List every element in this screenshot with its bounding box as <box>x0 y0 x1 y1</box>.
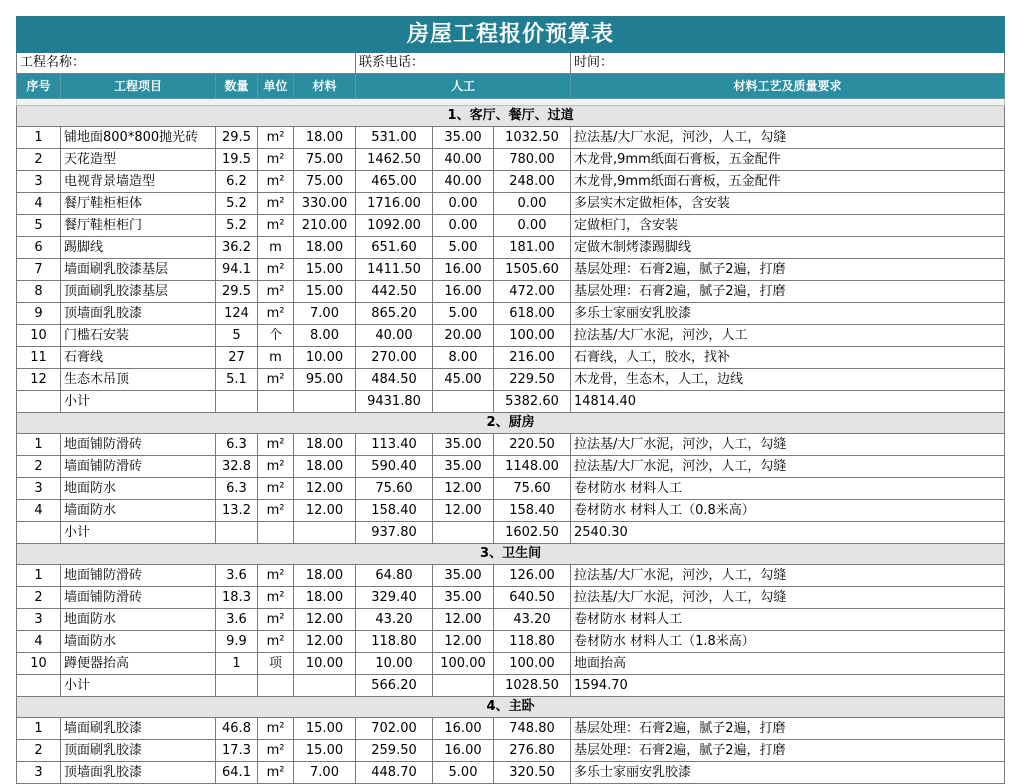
table-row <box>17 740 1005 762</box>
row-item-cell[interactable]: 生态木吊顶 <box>61 369 216 391</box>
row-unit-cell[interactable]: m² <box>258 193 294 215</box>
row-item-cell[interactable]: 地面防水 <box>61 478 216 500</box>
row-labor-price-cell[interactable]: 40.00 <box>433 149 494 171</box>
row-remark-cell[interactable]: 石膏线，人工，胶水，找补 <box>571 347 1005 369</box>
row-remark-cell[interactable]: 基层处理：石膏2遍，腻子2遍，打磨 <box>571 740 1005 762</box>
subtotal-qty-cell[interactable] <box>216 522 258 544</box>
row-remark-cell[interactable]: 拉法基/大厂水泥，河沙，人工，勾缝 <box>571 127 1005 149</box>
row-labor-cell[interactable]: 118.80 <box>494 631 571 653</box>
row-remark-cell[interactable]: 基层处理：石膏2遍，腻子2遍，打磨 <box>571 718 1005 740</box>
row-material-cell[interactable]: 329.40 <box>356 587 433 609</box>
row-material-cell[interactable]: 43.20 <box>356 609 433 631</box>
row-labor-cell[interactable]: 100.00 <box>494 653 571 675</box>
table-row <box>17 762 1005 784</box>
row-labor-cell[interactable]: 780.00 <box>494 149 571 171</box>
row-material-cell[interactable]: 1462.50 <box>356 149 433 171</box>
row-no-cell[interactable]: 5 <box>17 215 61 237</box>
table-row <box>17 325 1005 347</box>
row-qty-cell[interactable]: 3.6 <box>216 609 258 631</box>
row-labor-cell[interactable]: 229.50 <box>494 369 571 391</box>
row-material-cell[interactable]: 10.00 <box>356 653 433 675</box>
row-qty-cell[interactable]: 18.3 <box>216 587 258 609</box>
table-row <box>17 259 1005 281</box>
info-row <box>17 53 1005 74</box>
row-labor-price-cell[interactable]: 12.00 <box>433 478 494 500</box>
row-item-cell[interactable]: 顶墙面乳胶漆 <box>61 303 216 325</box>
row-item-cell[interactable]: 天花造型 <box>61 149 216 171</box>
row-remark-cell[interactable]: 木龙骨,9mm纸面石膏板，五金配件 <box>571 149 1005 171</box>
row-no-cell[interactable]: 6 <box>17 237 61 259</box>
row-unit-cell[interactable]: 个 <box>258 325 294 347</box>
row-remark-cell[interactable]: 定做木制烤漆踢脚线 <box>571 237 1005 259</box>
row-qty-cell[interactable]: 64.1 <box>216 762 258 784</box>
row-labor-cell[interactable]: 640.50 <box>494 587 571 609</box>
row-no-cell[interactable]: 3 <box>17 478 61 500</box>
row-unit-cell[interactable]: 项 <box>258 653 294 675</box>
row-price-cell[interactable]: 15.00 <box>294 718 356 740</box>
header-qty: 数量 <box>216 74 258 99</box>
subtotal-price-cell[interactable] <box>294 522 356 544</box>
row-unit-cell[interactable]: m² <box>258 369 294 391</box>
row-labor-cell[interactable]: 472.00 <box>494 281 571 303</box>
row-unit-cell[interactable]: m² <box>258 171 294 193</box>
row-remark-cell[interactable]: 卷材防水 材料人工 <box>571 609 1005 631</box>
row-price-cell[interactable]: 95.00 <box>294 369 356 391</box>
row-material-cell[interactable]: 259.50 <box>356 740 433 762</box>
row-qty-cell[interactable]: 6.3 <box>216 434 258 456</box>
budget-sheet <box>16 16 1004 784</box>
row-unit-cell[interactable]: m² <box>258 281 294 303</box>
row-price-cell[interactable]: 7.00 <box>294 762 356 784</box>
gap-row <box>17 99 1005 106</box>
row-material-cell[interactable]: 118.80 <box>356 631 433 653</box>
row-remark-cell[interactable]: 拉法基/大厂水泥，河沙，人工，勾缝 <box>571 434 1005 456</box>
row-qty-cell[interactable]: 29.5 <box>216 281 258 303</box>
row-unit-cell[interactable]: m² <box>258 565 294 587</box>
row-price-cell[interactable]: 12.00 <box>294 631 356 653</box>
subtotal-labor-cell[interactable]: 1602.50 <box>494 522 571 544</box>
table-row <box>17 281 1005 303</box>
row-price-cell[interactable]: 12.00 <box>294 609 356 631</box>
row-labor-price-cell[interactable]: 45.00 <box>433 369 494 391</box>
section-title: 3、卫生间 <box>17 544 1005 565</box>
subtotal-labor-cell[interactable]: 1028.50 <box>494 675 571 697</box>
table-row <box>17 347 1005 369</box>
subtotal-total-cell[interactable]: 2540.30 <box>571 522 1005 544</box>
subtotal-labor-cell[interactable]: 5382.60 <box>494 391 571 413</box>
row-material-cell[interactable]: 484.50 <box>356 369 433 391</box>
row-labor-cell[interactable]: 618.00 <box>494 303 571 325</box>
row-qty-cell[interactable]: 3.6 <box>216 565 258 587</box>
row-labor-price-cell[interactable]: 12.00 <box>433 609 494 631</box>
table-row <box>17 653 1005 675</box>
row-remark-cell[interactable]: 基层处理：石膏2遍，腻子2遍，打磨 <box>571 281 1005 303</box>
row-remark-cell[interactable]: 多乐士家丽安乳胶漆 <box>571 303 1005 325</box>
section-title: 2、厨房 <box>17 413 1005 434</box>
subtotal-labor-price-cell[interactable] <box>433 522 494 544</box>
row-qty-cell[interactable]: 27 <box>216 347 258 369</box>
subtotal-price-cell[interactable] <box>294 675 356 697</box>
row-qty-cell[interactable]: 46.8 <box>216 718 258 740</box>
row-material-cell[interactable]: 64.80 <box>356 565 433 587</box>
row-no-cell[interactable]: 4 <box>17 193 61 215</box>
row-remark-cell[interactable]: 基层处理：石膏2遍，腻子2遍，打磨 <box>571 259 1005 281</box>
row-no-cell[interactable]: 12 <box>17 369 61 391</box>
title-row <box>17 17 1005 53</box>
table-row <box>17 215 1005 237</box>
time-cell[interactable]: 时间： <box>571 53 1005 74</box>
row-labor-price-cell[interactable]: 16.00 <box>433 259 494 281</box>
row-material-cell[interactable]: 442.50 <box>356 281 433 303</box>
row-material-cell[interactable]: 75.60 <box>356 478 433 500</box>
subtotal-label-cell[interactable]: 小计 <box>61 522 216 544</box>
row-item-cell[interactable]: 地面铺防滑砖 <box>61 434 216 456</box>
table-row <box>17 456 1005 478</box>
row-qty-cell[interactable]: 19.5 <box>216 149 258 171</box>
row-no-cell[interactable]: 1 <box>17 434 61 456</box>
row-labor-cell[interactable]: 1148.00 <box>494 456 571 478</box>
row-remark-cell[interactable]: 卷材防水 材料人工（0.8米高） <box>571 500 1005 522</box>
header-item: 工程项目 <box>61 74 216 99</box>
row-material-cell[interactable]: 531.00 <box>356 127 433 149</box>
row-no-cell[interactable]: 3 <box>17 762 61 784</box>
table-row <box>17 609 1005 631</box>
subtotal-labor-price-cell[interactable] <box>433 675 494 697</box>
row-labor-price-cell[interactable]: 35.00 <box>433 127 494 149</box>
gap-cell <box>17 99 1005 106</box>
row-labor-price-cell[interactable]: 35.00 <box>433 434 494 456</box>
row-price-cell[interactable]: 12.00 <box>294 500 356 522</box>
subtotal-row <box>17 391 1005 413</box>
row-labor-price-cell[interactable]: 8.00 <box>433 347 494 369</box>
row-remark-cell[interactable]: 定做柜门，含安装 <box>571 215 1005 237</box>
subtotal-label-cell[interactable]: 小计 <box>61 675 216 697</box>
row-price-cell[interactable]: 15.00 <box>294 281 356 303</box>
row-qty-cell[interactable]: 5.1 <box>216 369 258 391</box>
row-unit-cell[interactable]: m² <box>258 478 294 500</box>
row-unit-cell[interactable]: m² <box>258 500 294 522</box>
row-item-cell[interactable]: 墙面铺防滑砖 <box>61 587 216 609</box>
row-unit-cell[interactable]: m² <box>258 456 294 478</box>
table-row <box>17 369 1005 391</box>
row-item-cell[interactable]: 餐厅鞋柜柜门 <box>61 215 216 237</box>
row-material-cell[interactable]: 40.00 <box>356 325 433 347</box>
row-item-cell[interactable]: 地面防水 <box>61 609 216 631</box>
row-price-cell[interactable]: 15.00 <box>294 259 356 281</box>
row-qty-cell[interactable]: 32.8 <box>216 456 258 478</box>
row-labor-cell[interactable]: 75.60 <box>494 478 571 500</box>
header-labor: 人工 <box>356 74 571 99</box>
row-item-cell[interactable]: 顶墙面乳胶漆 <box>61 762 216 784</box>
row-labor-cell[interactable]: 43.20 <box>494 609 571 631</box>
subtotal-no-cell[interactable] <box>17 675 61 697</box>
row-item-cell[interactable]: 餐厅鞋柜柜体 <box>61 193 216 215</box>
row-qty-cell[interactable]: 9.9 <box>216 631 258 653</box>
row-item-cell[interactable]: 墙面刷乳胶漆基层 <box>61 259 216 281</box>
row-qty-cell[interactable]: 36.2 <box>216 237 258 259</box>
row-item-cell[interactable]: 铺地面800*800抛光砖 <box>61 127 216 149</box>
contact-phone-cell[interactable]: 联系电话： <box>356 53 571 74</box>
row-price-cell[interactable]: 18.00 <box>294 565 356 587</box>
row-labor-price-cell[interactable]: 0.00 <box>433 215 494 237</box>
subtotal-labor-price-cell[interactable] <box>433 391 494 413</box>
row-price-cell[interactable]: 18.00 <box>294 587 356 609</box>
row-no-cell[interactable]: 10 <box>17 325 61 347</box>
row-remark-cell[interactable]: 拉法基/大厂水泥，河沙，人工 <box>571 325 1005 347</box>
row-labor-cell[interactable]: 276.80 <box>494 740 571 762</box>
section-title: 4、主卧 <box>17 697 1005 718</box>
row-item-cell[interactable]: 墙面防水 <box>61 500 216 522</box>
row-labor-price-cell[interactable]: 100.00 <box>433 653 494 675</box>
subtotal-unit-cell[interactable] <box>258 522 294 544</box>
table-row <box>17 127 1005 149</box>
row-remark-cell[interactable]: 木龙骨，生态木，人工，边线 <box>571 369 1005 391</box>
row-unit-cell[interactable]: m² <box>258 631 294 653</box>
row-material-cell[interactable]: 158.40 <box>356 500 433 522</box>
row-price-cell[interactable]: 10.00 <box>294 347 356 369</box>
row-no-cell[interactable]: 1 <box>17 718 61 740</box>
row-material-cell[interactable]: 465.00 <box>356 171 433 193</box>
row-no-cell[interactable]: 2 <box>17 456 61 478</box>
header-unit: 单位 <box>258 74 294 99</box>
row-material-cell[interactable]: 270.00 <box>356 347 433 369</box>
row-labor-cell[interactable]: 1032.50 <box>494 127 571 149</box>
row-item-cell[interactable]: 墙面防水 <box>61 631 216 653</box>
subtotal-row <box>17 522 1005 544</box>
row-no-cell[interactable]: 2 <box>17 740 61 762</box>
row-labor-price-cell[interactable]: 16.00 <box>433 718 494 740</box>
table-row <box>17 303 1005 325</box>
row-labor-price-cell[interactable]: 5.00 <box>433 237 494 259</box>
row-unit-cell[interactable]: m² <box>258 215 294 237</box>
row-labor-cell[interactable]: 100.00 <box>494 325 571 347</box>
row-remark-cell[interactable]: 地面抬高 <box>571 653 1005 675</box>
row-item-cell[interactable]: 顶面刷乳胶漆基层 <box>61 281 216 303</box>
row-no-cell[interactable]: 4 <box>17 631 61 653</box>
row-labor-cell[interactable]: 158.40 <box>494 500 571 522</box>
row-labor-cell[interactable]: 126.00 <box>494 565 571 587</box>
row-no-cell[interactable]: 11 <box>17 347 61 369</box>
row-labor-price-cell[interactable]: 35.00 <box>433 565 494 587</box>
row-labor-price-cell[interactable]: 12.00 <box>433 631 494 653</box>
sheet-title: 房屋工程报价预算表 <box>17 17 1005 53</box>
row-labor-price-cell[interactable]: 0.00 <box>433 193 494 215</box>
row-remark-cell[interactable]: 木龙骨,9mm纸面石膏板，五金配件 <box>571 171 1005 193</box>
section-header-row <box>17 697 1005 718</box>
row-no-cell[interactable]: 3 <box>17 171 61 193</box>
subtotal-total-cell[interactable]: 14814.40 <box>571 391 1005 413</box>
row-labor-cell[interactable]: 220.50 <box>494 434 571 456</box>
row-labor-cell[interactable]: 0.00 <box>494 215 571 237</box>
row-item-cell[interactable]: 蹲便器抬高 <box>61 653 216 675</box>
row-material-cell[interactable]: 1716.00 <box>356 193 433 215</box>
section-header-row <box>17 106 1005 127</box>
subtotal-unit-cell[interactable] <box>258 391 294 413</box>
row-unit-cell[interactable]: m² <box>258 434 294 456</box>
row-material-cell[interactable]: 590.40 <box>356 456 433 478</box>
row-qty-cell[interactable]: 29.5 <box>216 127 258 149</box>
row-qty-cell[interactable]: 94.1 <box>216 259 258 281</box>
row-price-cell[interactable]: 18.00 <box>294 434 356 456</box>
row-remark-cell[interactable]: 多乐士家丽安乳胶漆 <box>571 762 1005 784</box>
row-remark-cell[interactable]: 多层实木定做柜体，含安装 <box>571 193 1005 215</box>
row-labor-cell[interactable]: 320.50 <box>494 762 571 784</box>
header-material: 材料 <box>294 74 356 99</box>
subtotal-total-cell[interactable]: 1594.70 <box>571 675 1005 697</box>
row-unit-cell[interactable]: m² <box>258 718 294 740</box>
row-labor-price-cell[interactable]: 35.00 <box>433 456 494 478</box>
table-row <box>17 565 1005 587</box>
subtotal-qty-cell[interactable] <box>216 675 258 697</box>
row-unit-cell[interactable]: m² <box>258 149 294 171</box>
row-unit-cell[interactable]: m <box>258 347 294 369</box>
subtotal-label-cell[interactable]: 小计 <box>61 391 216 413</box>
subtotal-material-cell[interactable]: 937.80 <box>356 522 433 544</box>
row-no-cell[interactable]: 3 <box>17 609 61 631</box>
row-labor-price-cell[interactable]: 5.00 <box>433 762 494 784</box>
table-row <box>17 631 1005 653</box>
table-row <box>17 149 1005 171</box>
row-no-cell[interactable]: 1 <box>17 565 61 587</box>
row-remark-cell[interactable]: 卷材防水 材料人工（1.8米高） <box>571 631 1005 653</box>
row-labor-price-cell[interactable]: 20.00 <box>433 325 494 347</box>
row-material-cell[interactable]: 113.40 <box>356 434 433 456</box>
row-qty-cell[interactable]: 17.3 <box>216 740 258 762</box>
row-labor-cell[interactable]: 748.80 <box>494 718 571 740</box>
row-no-cell[interactable]: 8 <box>17 281 61 303</box>
row-price-cell[interactable]: 75.00 <box>294 149 356 171</box>
row-labor-cell[interactable]: 216.00 <box>494 347 571 369</box>
subtotal-material-cell[interactable]: 9431.80 <box>356 391 433 413</box>
row-price-cell[interactable]: 75.00 <box>294 171 356 193</box>
section-title: 1、客厅、餐厅、过道 <box>17 106 1005 127</box>
row-qty-cell[interactable]: 124 <box>216 303 258 325</box>
row-qty-cell[interactable]: 5.2 <box>216 193 258 215</box>
subtotal-unit-cell[interactable] <box>258 675 294 697</box>
row-price-cell[interactable]: 18.00 <box>294 127 356 149</box>
subtotal-no-cell[interactable] <box>17 522 61 544</box>
row-unit-cell[interactable]: m² <box>258 740 294 762</box>
subtotal-row <box>17 675 1005 697</box>
row-labor-cell[interactable]: 0.00 <box>494 193 571 215</box>
project-name-cell[interactable]: 工程名称： <box>17 53 356 74</box>
row-qty-cell[interactable]: 1 <box>216 653 258 675</box>
row-labor-price-cell[interactable]: 12.00 <box>433 500 494 522</box>
row-qty-cell[interactable]: 13.2 <box>216 500 258 522</box>
row-unit-cell[interactable]: m² <box>258 259 294 281</box>
row-item-cell[interactable]: 墙面铺防滑砖 <box>61 456 216 478</box>
row-labor-cell[interactable]: 1505.60 <box>494 259 571 281</box>
row-price-cell[interactable]: 7.00 <box>294 303 356 325</box>
row-item-cell[interactable]: 顶面刷乳胶漆 <box>61 740 216 762</box>
row-no-cell[interactable]: 2 <box>17 149 61 171</box>
row-item-cell[interactable]: 门槛石安装 <box>61 325 216 347</box>
row-labor-price-cell[interactable]: 40.00 <box>433 171 494 193</box>
row-unit-cell[interactable]: m² <box>258 127 294 149</box>
row-material-cell[interactable]: 865.20 <box>356 303 433 325</box>
row-price-cell[interactable]: 18.00 <box>294 456 356 478</box>
row-price-cell[interactable]: 12.00 <box>294 478 356 500</box>
row-no-cell[interactable]: 4 <box>17 500 61 522</box>
subtotal-no-cell[interactable] <box>17 391 61 413</box>
row-qty-cell[interactable]: 5.2 <box>216 215 258 237</box>
row-qty-cell[interactable]: 6.3 <box>216 478 258 500</box>
row-remark-cell[interactable]: 拉法基/大厂水泥，河沙，人工，勾缝 <box>571 587 1005 609</box>
row-item-cell[interactable]: 踢脚线 <box>61 237 216 259</box>
row-price-cell[interactable]: 18.00 <box>294 237 356 259</box>
row-no-cell[interactable]: 10 <box>17 653 61 675</box>
row-price-cell[interactable]: 330.00 <box>294 193 356 215</box>
section-header-row <box>17 544 1005 565</box>
row-price-cell[interactable]: 210.00 <box>294 215 356 237</box>
row-remark-cell[interactable]: 拉法基/大厂水泥，河沙，人工，勾缝 <box>571 565 1005 587</box>
table-row <box>17 193 1005 215</box>
section-header-row <box>17 413 1005 434</box>
row-price-cell[interactable]: 8.00 <box>294 325 356 347</box>
row-labor-price-cell[interactable]: 16.00 <box>433 281 494 303</box>
row-item-cell[interactable]: 地面铺防滑砖 <box>61 565 216 587</box>
subtotal-qty-cell[interactable] <box>216 391 258 413</box>
row-item-cell[interactable]: 石膏线 <box>61 347 216 369</box>
row-no-cell[interactable]: 7 <box>17 259 61 281</box>
row-price-cell[interactable]: 15.00 <box>294 740 356 762</box>
row-qty-cell[interactable]: 5 <box>216 325 258 347</box>
table-row <box>17 478 1005 500</box>
row-material-cell[interactable]: 702.00 <box>356 718 433 740</box>
row-unit-cell[interactable]: m <box>258 237 294 259</box>
table-row <box>17 237 1005 259</box>
subtotal-price-cell[interactable] <box>294 391 356 413</box>
row-material-cell[interactable]: 1411.50 <box>356 259 433 281</box>
row-labor-price-cell[interactable]: 5.00 <box>433 303 494 325</box>
row-material-cell[interactable]: 1092.00 <box>356 215 433 237</box>
row-labor-cell[interactable]: 181.00 <box>494 237 571 259</box>
row-unit-cell[interactable]: m² <box>258 609 294 631</box>
header-no: 序号 <box>17 74 61 99</box>
row-no-cell[interactable]: 1 <box>17 127 61 149</box>
row-item-cell[interactable]: 电视背景墙造型 <box>61 171 216 193</box>
row-no-cell[interactable]: 2 <box>17 587 61 609</box>
header-row <box>17 74 1005 99</box>
row-material-cell[interactable]: 448.70 <box>356 762 433 784</box>
row-no-cell[interactable]: 9 <box>17 303 61 325</box>
table-row <box>17 718 1005 740</box>
row-material-cell[interactable]: 651.60 <box>356 237 433 259</box>
row-qty-cell[interactable]: 6.2 <box>216 171 258 193</box>
table-row <box>17 171 1005 193</box>
row-item-cell[interactable]: 墙面刷乳胶漆 <box>61 718 216 740</box>
table-row <box>17 587 1005 609</box>
row-labor-price-cell[interactable]: 16.00 <box>433 740 494 762</box>
row-labor-price-cell[interactable]: 35.00 <box>433 587 494 609</box>
subtotal-material-cell[interactable]: 566.20 <box>356 675 433 697</box>
row-remark-cell[interactable]: 卷材防水 材料人工 <box>571 478 1005 500</box>
row-unit-cell[interactable]: m² <box>258 587 294 609</box>
row-remark-cell[interactable]: 拉法基/大厂水泥，河沙，人工，勾缝 <box>571 456 1005 478</box>
table-row <box>17 500 1005 522</box>
table-row <box>17 434 1005 456</box>
row-labor-cell[interactable]: 248.00 <box>494 171 571 193</box>
header-remark: 材料工艺及质量要求 <box>571 74 1005 99</box>
budget-table <box>16 16 1005 784</box>
row-unit-cell[interactable]: m² <box>258 762 294 784</box>
row-price-cell[interactable]: 10.00 <box>294 653 356 675</box>
row-unit-cell[interactable]: m² <box>258 303 294 325</box>
